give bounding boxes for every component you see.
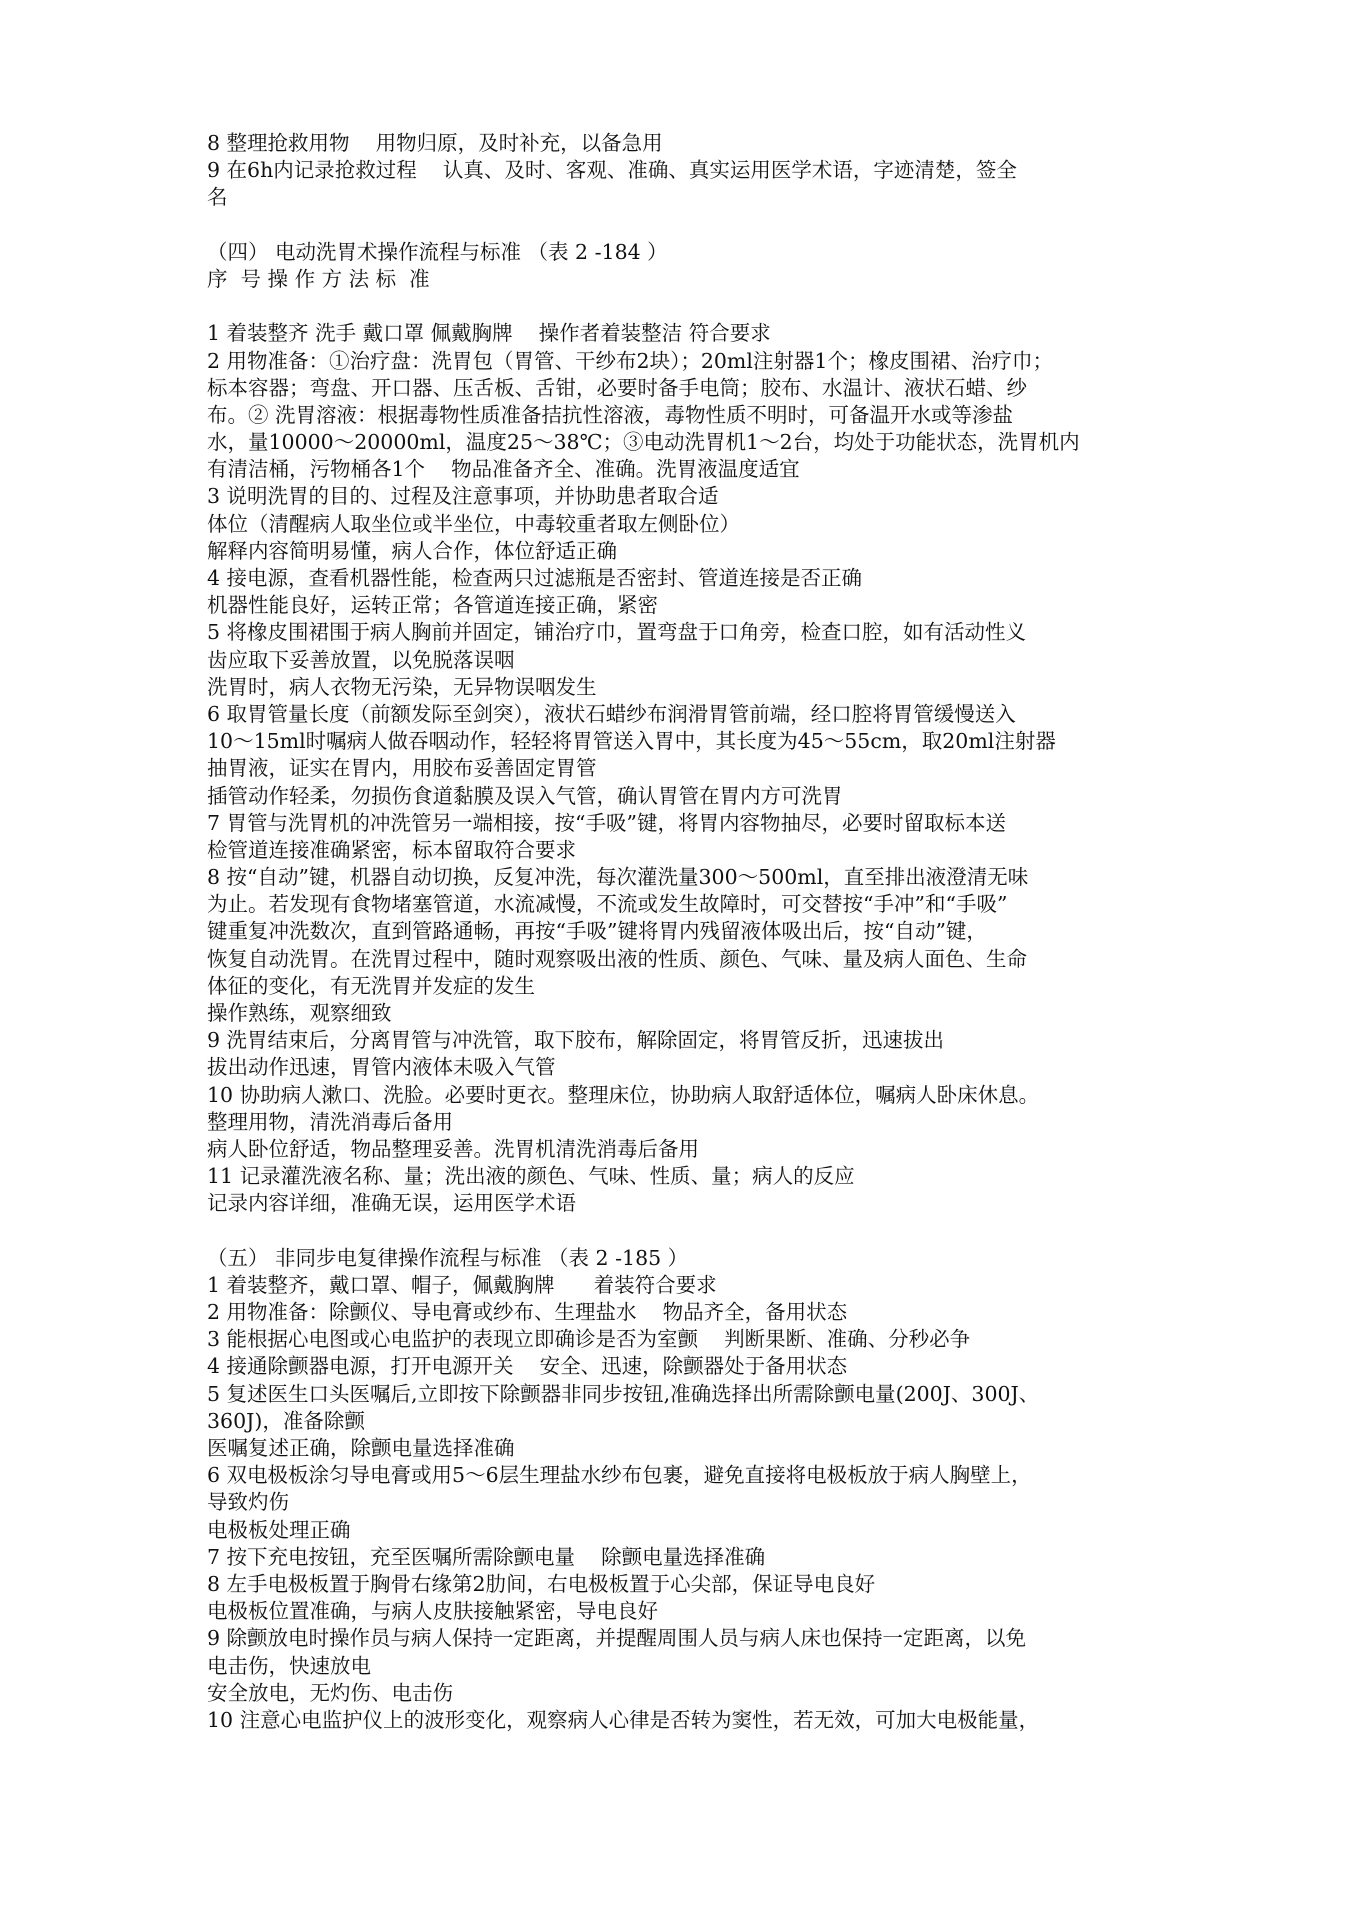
text-line: 9 除颤放电时操作员与病人保持一定距离，并提醒周围人员与病人床也保持一定距离，以免 bbox=[207, 1626, 1027, 1651]
text-line: 水，量10000～20000ml，温度25～38℃；③电动洗胃机1～2台，均处于功能状态，洗胃机内 bbox=[207, 430, 1080, 455]
text-line: 序 号 操 作 方 法 标 准 bbox=[207, 266, 430, 291]
text-line: （四） 电动洗胃术操作流程与标准 （表 2 -184 ） bbox=[207, 239, 668, 264]
text-line: 键重复冲洗数次，直到管路通畅，再按“手吸”键将胃内残留液体吸出后，按“自动”键， bbox=[207, 919, 987, 944]
text-line: 6 取胃管量长度（前额发际至剑突），液状石蜡纱布润滑胃管前端，经口腔将胃管缓慢送入 bbox=[207, 701, 1016, 726]
text-line: 10 注意心电监护仪上的波形变化，观察病人心律是否转为窦性，若无效，可加大电极能量， bbox=[207, 1707, 1040, 1732]
text-line: 导致灼伤 bbox=[207, 1490, 289, 1515]
text-line: 8 整理抢救用物 用物归原，及时补充，以备急用 bbox=[207, 131, 663, 155]
text-line: 11 记录灌洗液名称、量；洗出液的颜色、气味、性质、量；病人的反应 bbox=[207, 1164, 855, 1189]
text-line: 2 用物准备：①治疗盘：洗胃包（胃管、干纱布2块）；20ml注射器1个；橡皮围裙、治疗巾； bbox=[207, 348, 1053, 373]
text-line: 操作熟练，观察细致 bbox=[207, 1001, 392, 1025]
text-line: 3 能根据心电图或心电监护的表现立即确诊是否为室颤 判断果断、准确、分秒必争 bbox=[207, 1327, 971, 1352]
text-line: 整理用物，清洗消毒后备用 bbox=[207, 1109, 453, 1134]
text-line: 记录内容详细，准确无误，运用医学术语 bbox=[207, 1191, 576, 1216]
text-line: 电极板处理正确 bbox=[207, 1517, 351, 1542]
spacer bbox=[207, 212, 1187, 239]
text-line: 2 用物准备：除颤仪、导电膏或纱布、生理盐水 物品齐全，备用状态 bbox=[207, 1300, 848, 1325]
section-defibrillation bbox=[207, 1245, 1187, 1734]
text-line: 1 着装整齐，戴口罩、帽子，佩戴胸牌 着装符合要求 bbox=[207, 1272, 717, 1297]
text-line: 电击伤，快速放电 bbox=[207, 1653, 371, 1678]
text-line: 抽胃液，证实在胃内，用胶布妥善固定胃管 bbox=[207, 756, 597, 781]
text-line: 体位（清醒病人取坐位或半坐位，中毒较重者取左侧卧位） bbox=[207, 511, 740, 536]
text-line: 9 在6h内记录抢救过程 认真、及时、客观、准确、真实运用医学术语，字迹清楚，签全 bbox=[207, 158, 1017, 183]
text-line: 7 按下充电按钮，充至医嘱所需除颤电量 除颤电量选择准确 bbox=[207, 1544, 766, 1569]
text-line: 4 接通除颤器电源，打开电源开关 安全、迅速，除颤器处于备用状态 bbox=[207, 1354, 848, 1379]
text-line: 插管动作轻柔，勿损伤食道黏膜及误入气管，确认胃管在胃内方可洗胃 bbox=[207, 783, 843, 808]
text-line: 安全放电，无灼伤、电击伤 bbox=[207, 1680, 453, 1705]
text-line: 3 说明洗胃的目的、过程及注意事项，并协助患者取合适 bbox=[207, 484, 719, 509]
text-line: 8 按“自动”键，机器自动切换，反复冲洗，每次灌洗量300～500ml，直至排出液澄清无味 bbox=[207, 865, 1029, 890]
text-line: 6 双电极板涂匀导电膏或用5～6层生理盐水纱布包裹，避免直接将电极板放于病人胸壁上， bbox=[207, 1463, 1032, 1488]
section-gastric-lavage bbox=[207, 239, 1187, 1218]
text-line: 布。② 洗胃溶液：根据毒物性质准备拮抗性溶液，毒物性质不明时，可备温开水或等渗盐 bbox=[207, 402, 1014, 427]
spacer bbox=[207, 1218, 1187, 1245]
section-emergency-tail bbox=[207, 130, 1187, 212]
text-line: 体征的变化，有无洗胃并发症的发生 bbox=[207, 973, 535, 998]
text-line: 5 复述医生口头医嘱后,立即按下除颤器非同步按钮,准确选择出所需除颤电量(200J、300J、 bbox=[207, 1381, 1040, 1406]
text-line: 有清洁桶，污物桶各1个 物品准备齐全、准确。洗胃液温度适宜 bbox=[207, 457, 800, 482]
text-line: 5 将橡皮围裙围于病人胸前并固定，铺治疗巾，置弯盘于口角旁，检查口腔，如有活动性义 bbox=[207, 620, 1027, 645]
text-line: 电极板位置准确，与病人皮肤接触紧密，导电良好 bbox=[207, 1599, 658, 1624]
text-line: 名 bbox=[207, 185, 228, 210]
text-line: 10 协助病人漱口、洗脸。必要时更衣。整理床位，协助病人取舒适体位，嘱病人卧床休息。 bbox=[207, 1082, 1040, 1107]
document-page bbox=[207, 130, 1187, 1734]
text-line: （五） 非同步电复律操作流程与标准 （表 2 -185 ） bbox=[207, 1245, 689, 1270]
text-line: 拔出动作迅速，胃管内液体未吸入气管 bbox=[207, 1055, 556, 1080]
text-line: 标本容器；弯盘、开口器、压舌板、舌钳，必要时备手电筒；胶布、水温计、液状石蜡、纱 bbox=[207, 375, 1027, 400]
text-line: 检管道连接准确紧密，标本留取符合要求 bbox=[207, 837, 576, 862]
text-line: 病人卧位舒适，物品整理妥善。洗胃机清洗消毒后备用 bbox=[207, 1136, 699, 1161]
text-line: 医嘱复述正确，除颤电量选择准确 bbox=[207, 1436, 515, 1460]
text-line: 恢复自动洗胃。在洗胃过程中，随时观察吸出液的性质、颜色、气味、量及病人面色、生命 bbox=[207, 946, 1027, 971]
text-line: 10～15ml时嘱病人做吞咽动作，轻轻将胃管送入胃中，其长度为45～55cm，取20ml注射器 bbox=[207, 729, 1056, 754]
text-line: 4 接电源，查看机器性能，检查两只过滤瓶是否密封、管道连接是否正确 bbox=[207, 566, 863, 590]
text-line: 解释内容简明易懂，病人合作，体位舒适正确 bbox=[207, 538, 617, 563]
text-line: 8 左手电极板置于胸骨右缘第2肋间，右电极板置于心尖部，保证导电良好 bbox=[207, 1571, 876, 1596]
text-line: 9 洗胃结束后，分离胃管与冲洗管，取下胶布，解除固定，将胃管反折，迅速拔出 bbox=[207, 1028, 945, 1053]
text-line: 360J)，准备除颤 bbox=[207, 1408, 365, 1433]
text-line: 洗胃时，病人衣物无污染，无异物误咽发生 bbox=[207, 674, 597, 699]
text-line: 为止。若发现有食物堵塞管道，水流减慢，不流或发生故障时，可交替按“手冲”和“手吸” bbox=[207, 892, 1008, 917]
text-line: 1 着装整齐 洗手 戴口罩 佩戴胸牌 操作者着装整洁 符合要求 bbox=[207, 321, 771, 346]
spacer bbox=[207, 293, 1187, 320]
text-line: 齿应取下妥善放置，以免脱落误咽 bbox=[207, 647, 515, 672]
text-line: 7 胃管与洗胃机的冲洗管另一端相接，按“手吸”键，将胃内容物抽尽，必要时留取标本送 bbox=[207, 810, 1007, 835]
text-line: 机器性能良好，运转正常；各管道连接正确，紧密 bbox=[207, 593, 658, 618]
